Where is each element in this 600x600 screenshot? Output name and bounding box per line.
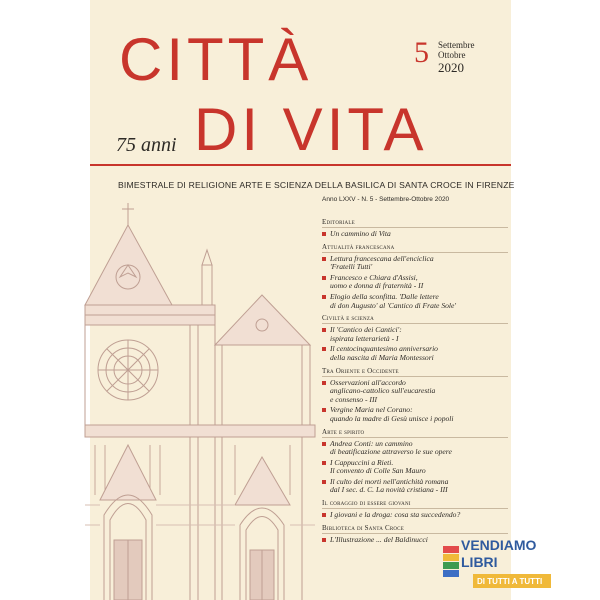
toc-item-line: Lettura francescana dell'enciclica (330, 253, 434, 263)
toc-item-line: uomo e donna di fraternità - II (330, 281, 424, 291)
toc-item (322, 293, 508, 310)
toc-item-line: ispirata letterarietà - I (330, 333, 399, 343)
toc-section-heading: Attualità francescana (322, 243, 508, 253)
issue-info-line: Anno LXXV - N. 5 - Settembre-Ottobre 2020 (322, 196, 450, 203)
toc-bullet-icon (322, 480, 326, 484)
table-of-contents (322, 214, 508, 544)
toc-item (322, 274, 508, 291)
toc-bullet-icon (322, 257, 326, 261)
toc-item-line: anglicano-cattolico sull'eucarestia (330, 386, 436, 396)
toc-bullet-icon (322, 295, 326, 299)
cover-title-line1: CITTÀ (119, 26, 313, 93)
toc-item-line: dal I sec. d. C. La novità cristiana - III (330, 485, 448, 495)
toc-item (322, 440, 508, 457)
toc-item-line: Il culto dei morti nell'antichità romana (330, 476, 449, 486)
issue-month-1: Settembre (438, 40, 475, 50)
toc-item-line: L'Illustrazione ... del Baldinucci (330, 534, 428, 544)
toc-section-heading: Biblioteca di Santa Croce (322, 524, 508, 534)
basilica-facade-illustration (90, 195, 315, 600)
toc-bullet-icon (322, 276, 326, 280)
toc-bullet-icon (322, 461, 326, 465)
anniversary-label: 75 anni (116, 134, 177, 156)
toc-item (322, 511, 508, 520)
cover-subtitle: BIMESTRALE DI RELIGIONE ARTE E SCIENZA DELLA BASILICA DI SANTA CROCE IN FIRENZE (118, 180, 515, 190)
toc-item (322, 459, 508, 476)
toc-item-line: della nascita di Maria Montessori (330, 352, 434, 362)
toc-item-line: Vergine Maria nel Corano: (330, 405, 413, 415)
magazine-cover (90, 0, 543, 600)
toc-bullet-icon (322, 513, 326, 517)
toc-bullet-icon (322, 538, 326, 542)
toc-item-line: Osservazioni all'accordo (330, 377, 406, 387)
toc-item-line: I giovani e la droga: cosa sta succedendo? (330, 510, 461, 520)
issue-months (438, 40, 475, 60)
toc-section-heading: Editoriale (322, 218, 508, 228)
toc-item-line: Elogio della sconfitta. 'Dalle lettere (330, 291, 439, 301)
toc-item-line: Andrea Conti: un cammino (330, 438, 413, 448)
toc-item-line: Il centocinquantesimo anniversario (330, 344, 438, 354)
toc-item (322, 478, 508, 495)
toc-item-line: Il convento di Colle San Mauro (330, 466, 426, 476)
promo-line-3: DI TUTTI A TUTTI (477, 577, 543, 586)
issue-month-2: Ottobre (438, 50, 466, 60)
toc-bullet-icon (322, 232, 326, 236)
toc-section-heading: Civiltà e scienza (322, 314, 508, 324)
toc-section-heading: Il coraggio di essere giovani (322, 499, 508, 509)
toc-item (322, 345, 508, 362)
toc-item (322, 406, 508, 423)
toc-item-line: di beatificazione attraverso le sue opere (330, 447, 452, 457)
toc-bullet-icon (322, 408, 326, 412)
toc-item-line: Un cammino di Vita (330, 229, 391, 238)
toc-item (322, 326, 508, 343)
toc-section-heading: Arte e spirito (322, 428, 508, 438)
toc-bullet-icon (322, 442, 326, 446)
toc-bullet-icon (322, 381, 326, 385)
toc-bullet-icon (322, 328, 326, 332)
toc-section-heading: Tra Oriente e Occidente (322, 367, 508, 377)
title-divider (90, 164, 511, 166)
issue-year: 2020 (438, 60, 464, 75)
toc-item-line: e consenso - III (330, 394, 378, 404)
cover-title-line2: DI VITA (194, 96, 428, 163)
toc-item-line: 'Fratelli Tutti' (330, 262, 373, 272)
toc-item-line: di don Augusto' al 'Cantico di Frate Sole' (330, 300, 457, 310)
promo-line-1: VENDIAMO (461, 537, 537, 553)
toc-item-line: I Cappuccini a Rieti. (330, 457, 394, 467)
toc-bullet-icon (322, 347, 326, 351)
toc-item-line: Francesco e Chiara d'Assisi, (330, 272, 418, 282)
toc-item (322, 230, 508, 239)
issue-number: 5 (414, 36, 429, 69)
toc-item-line: Il 'Cantico dei Cantici': (330, 325, 402, 335)
toc-item (322, 255, 508, 272)
toc-item-line: quando la madre di Gesù unisce i popoli (330, 413, 454, 423)
promo-line-2: LIBRI (461, 554, 498, 570)
toc-item (322, 379, 508, 405)
